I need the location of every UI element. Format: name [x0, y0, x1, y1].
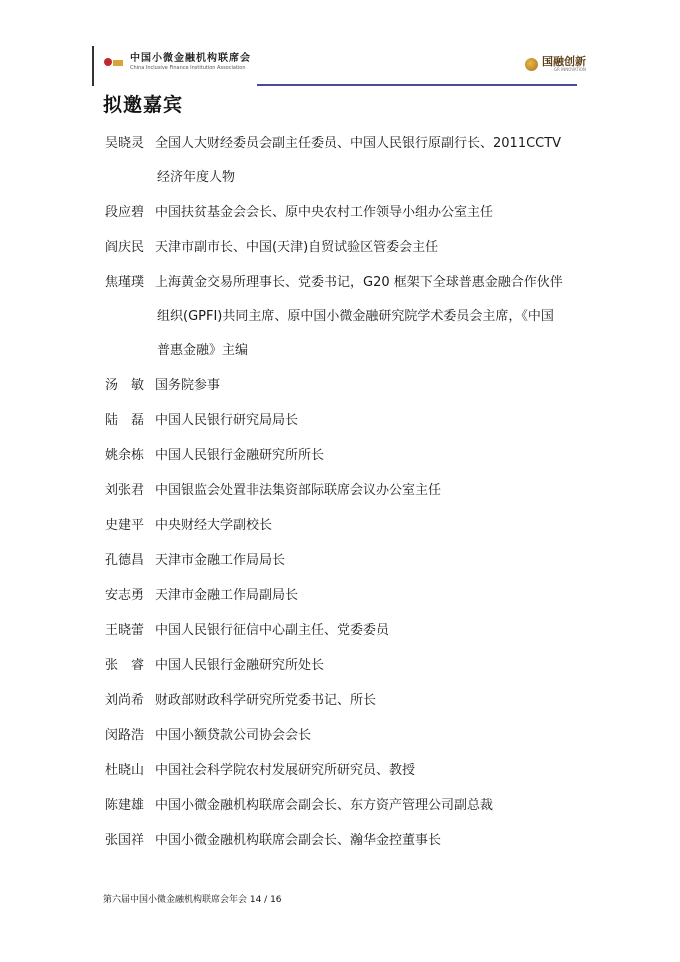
guest-name: 安志勇	[105, 588, 145, 603]
guest-title: 中国小微金融机构联席会副会长、瀚华金控董事长	[155, 833, 442, 848]
guest-name: 孔德昌	[105, 553, 145, 568]
guest-title: 财政部财政科学研究所党委书记、所长	[155, 693, 377, 708]
guest-name: 汤 敏	[105, 378, 145, 393]
guest-item	[105, 657, 595, 674]
guest-item	[105, 517, 595, 534]
guest-item	[105, 552, 595, 569]
guest-title: 天津市金融工作局局长	[155, 553, 286, 568]
guest-name: 史建平	[105, 518, 145, 533]
guest-item	[105, 412, 595, 429]
guest-name: 吴晓灵	[105, 136, 145, 151]
guest-item	[105, 239, 595, 256]
guest-item	[105, 447, 595, 464]
guest-name: 阎庆民	[105, 240, 145, 255]
guest-item	[105, 274, 595, 359]
page-title: 拟邀嘉宾	[103, 94, 184, 116]
guest-title: 中央财经大学副校长	[155, 518, 273, 533]
guest-name: 刘尚希	[105, 693, 145, 708]
guest-title: 上海黄金交易所理事长、党委书记，G20 框架下全球普惠金融合作伙伴	[155, 275, 563, 290]
guest-item	[105, 204, 595, 221]
guest-title: 中国银监会处置非法集资部际联席会议办公室主任	[155, 483, 442, 498]
guest-title: 中国社会科学院农村发展研究所研究员、教授	[155, 763, 416, 778]
association-logo-mark-icon	[104, 56, 126, 70]
guest-title: 天津市副市长、中国(天津)自贸试验区管委会主任	[155, 240, 439, 255]
guest-title-cont: 组织(GPFI)共同主席、原中国小微金融研究院学术委员会主席，《中国	[157, 309, 554, 324]
guest-item	[105, 762, 595, 779]
guest-item	[105, 622, 595, 639]
header-divider	[92, 46, 94, 86]
guest-title: 中国小额贷款公司协会会长	[155, 728, 312, 743]
guest-name: 姚余栋	[105, 448, 145, 463]
page-header	[92, 44, 592, 88]
guest-title: 天津市金融工作局副局长	[155, 588, 299, 603]
guest-name: 段应碧	[105, 205, 145, 220]
guest-title: 中国人民银行金融研究所处长	[155, 658, 325, 673]
guest-item	[105, 727, 595, 744]
association-logo-en: China Inclusive Finance Institution Association	[130, 65, 246, 71]
guest-name: 闵路浩	[105, 728, 145, 743]
guest-item	[105, 135, 595, 186]
guest-title: 全国人大财经委员会副主任委员、中国人民银行原副行长、2011CCTV	[155, 136, 562, 151]
guest-title-cont: 普惠金融》主编	[157, 343, 249, 358]
guest-title: 中国小微金融机构联席会副会长、东方资产管理公司副总裁	[155, 798, 494, 813]
association-logo	[104, 54, 251, 71]
guest-item	[105, 692, 595, 709]
guest-item	[105, 587, 595, 604]
guest-name: 陈建雄	[105, 798, 145, 813]
guest-item	[105, 377, 595, 394]
guest-name: 张 睿	[105, 658, 145, 673]
guest-item	[105, 832, 595, 849]
header-rule	[257, 84, 577, 86]
guest-title-cont: 经济年度人物	[157, 170, 236, 185]
guest-item	[105, 797, 595, 814]
guest-title: 中国人民银行研究局局长	[155, 413, 299, 428]
guest-title: 中国人民银行金融研究所所长	[155, 448, 325, 463]
guest-name: 王晓蕾	[105, 623, 145, 638]
gr-innovation-logo-cn: 国融创新	[542, 55, 586, 68]
gr-innovation-logo	[525, 56, 586, 72]
guest-name: 焦瑾璞	[105, 275, 145, 290]
association-logo-cn: 中国小微金融机构联席会	[130, 53, 251, 64]
guest-title: 国务院参事	[155, 378, 221, 393]
gr-innovation-logo-en: GR INNOVATION	[553, 67, 586, 72]
guest-title: 中国扶贫基金会会长、原中央农村工作领导小组办公室主任	[155, 205, 494, 220]
guest-item	[105, 482, 595, 499]
guest-name: 陆 磊	[105, 413, 145, 428]
page-footer: 第六届中国小微金融机构联席会年会 14 / 16	[103, 895, 282, 905]
guest-name: 刘张君	[105, 483, 145, 498]
guest-list	[105, 135, 595, 867]
guest-title: 中国人民银行征信中心副主任、党委委员	[155, 623, 390, 638]
guest-name: 张国祥	[105, 833, 145, 848]
gr-innovation-logo-icon	[525, 58, 538, 71]
guest-name: 杜晓山	[105, 763, 145, 778]
